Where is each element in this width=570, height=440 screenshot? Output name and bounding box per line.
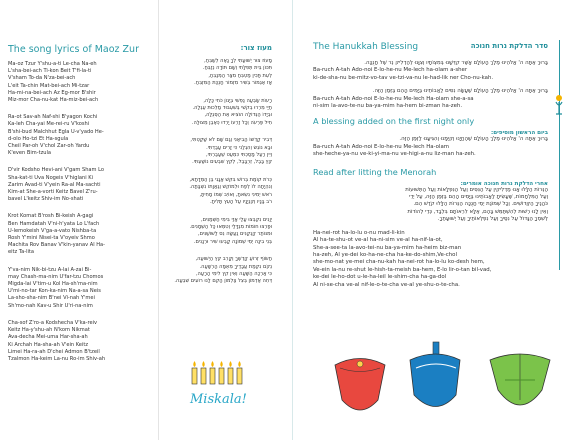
blessing-3-hebrew: בָּרוּךְ אַתָּה ה' אֱלֹהֵינוּ מֶלֶךְ הָעוֹלָם שֶׁהֶחֱיָנוּ וְקִיְּמָנוּ וְהִגִּיעָנוּ לַזְּמַן הַזֶּה. [399,136,548,143]
blessing-3-transliteration: Ba-ruch A-tah Ado-noi E-lo-he-nu Me-lech Ha-olam she-heche-ya-nu ve-ki-yi-ma-nu ve-higi-a-nu liz-man ha-zeh. [313,143,476,158]
lyrics-title: The song lyrics of Maoz Zur [8,44,139,55]
after-lighting-transliteration: Ha-nei-rot ha-lo-lu o-nu mad-li-kin Al ha-te-shu-ot ve-al ha-ni-sim ve-al ha-nif-la-ot, She-a-see-ta la-avo-tei-nu ba-ya-mim ha-heim biz-man ha-zeh, Al ye-dei ko-ha-ne-cha ha-ke-do-shim,Ve-chol she-mo-nat ye-mei cha-nu-kah ha-nei-rot ha-lo-lu ko-desh hem, Ve-ein la-nu re-shut le-hish-ta-meish ba-hem, E-lo lir-o-tan bil-vad, ke-dei le-ho-dot u-le-ha-leil le-shim-cha ha-ga-dol Al ni-se-cha ve-al nif-le-o-te-cha ve-al ye-shu-o-te-cha. [313,229,492,288]
hebrew-verse-1: מָעוֹז צוּר יְשׁוּעָתִי לְךָ נָאֶה לְשַׁבֵּחַ, תִּכּוֹן בֵּית תְּפִלָּתִי וְשָׁם תּוֹדָה נְזַבֵּחַ. לְעֵת תָּכִין מַטְבֵּחַ מִצָּר הַמְנַבֵּחַ, אָז אֶגְמוֹר בְּשִׁיר מִזְמוֹר חֲנֻכַּת הַמִּזְבֵּחַ. [194,58,272,87]
lyrics-verse-6: Cha-sof Z'ro-a Kodshecha V'ka-reiv Keitz Ha-y'shu-ah N'kom Nikmat Ava-decha Mei-uma Har-sha-ah Ki Archah Ha-sha-ah V'ein Keitz Limei Ha-ra-ah D'chei Admon B'tzeil Tzalmon Ha-keim La-nu Ro-im Shiv-ah [8,319,106,362]
candles-illustration [188,358,258,386]
red-dreidel-icon [335,359,385,411]
lyrics-verse-4: Krot Komat B'rosh Bi-keish A-gagi Ben Hamdatah V'ni-h'yata Lo L'fach U-lemokeish V'ga-a-vato Nishba-ta Rosh Y'mini Nisei-ta V'oyeiv Shmo Machita Rov Banav V'kin-yanav Al Ha- eitz Ta-lita [8,213,106,256]
blessing-1-hebrew: בָּרוּךְ אַתָּה ה' אֱלֹהֵינוּ מֶלֶךְ הָעוֹלָם אֲשֶׁר קִדְּשָׁנוּ בְּמִצְוֹתָיו וְצִוָּנוּ לְהַדְלִיק נֵר שֶׁל חֲנֻכָּה. [364,60,548,66]
blue-dreidel-icon [410,342,460,407]
blessing-1-transliteration: Ba-ruch A-tah Ado-noi E-lo-he-nu Me-lech ha-olam a-sher ki-de-sha-nu be-mitz-vo-tav ve-tzi-va-nu le-had-lik ner Cho-nu-kah. [313,67,494,81]
lyrics-transliteration-column [0,0,145,440]
hebrew-lyrics-title: מעוז צור: [240,44,272,52]
blessing-2-transliteration: Ba-ruch A-tah Ado-noi E-lo-he-nu Me-lech Ha-olam she-a-sa ni-sim la-avo-te-nu ba-ya-mim ha-hem bi-zman ha-zeh. [313,95,474,110]
hebrew-verse-5: יְוָנִים נִקְבְּצוּ עָלַי אֲזַי בִּימֵי חַשְׁמַנִּים, וּפָרְצוּ חוֹמוֹת מִגְדָּלַי וְטִמְּאוּ כָּל הַשְּׁמָנִים. וּמִנּוֹתַר קַנְקַנִּים נַעֲשָׂה נֵס לַשּׁוֹשַׁנִּים, בְּנֵי בִינָה יְמֵי שְׁמוֹנָה קָבְעוּ שִׁיר וּרְנָנִים. [189,216,272,245]
hebrew-verse-2: רָעוֹת שָׂבְעָה נַפְשִׁי בְּיָגוֹן כֹּחִי כָּלָה, חַיַּי מֵרְרוּ בְקֹשִׁי בְּשִׁעְבּוּד מַלְכוּת עֶגְלָה. וּבְיָדוֹ הַגְּדוֹלָה הוֹצִיא אֶת הַסְּגֻלָּה, חֵיל פַּרְעֹה וְכָל זַרְעוֹ יָרְדוּ כְּאֶבֶן מְצוּלָה. [191,97,272,126]
after-lighting-hebrew: הַנֵּרוֹת הַלָּלוּ אָנוּ מַדְלִיקִין עַל הַנִּסִּים וְעַל הַנִּפְלָאוֹת וְעַל הַתְּשׁוּעוֹת וְעַל הַמִּלְחָמוֹת, שֶׁעָשִׂיתָ לַאֲבוֹתֵינוּ בַּיָּמִים הָהֵם בַּזְּמַן הַזֶּה, עַל יְדֵי כֹּהֲנֶיךָ הַקְּדוֹשִׁים. וְכָל שְׁמוֹנַת יְמֵי חֲנֻכָּה הַנֵּרוֹת הַלָּלוּ קֹדֶשׁ הֵם. וְאֵין לָנוּ רְשׁוּת לְהִשְׁתַּמֵּשׁ בָּהֶם, אֶלָּא לִרְאוֹתָם בִּלְבָד, כְּדֵי לְהוֹדוֹת לְשִׁמְךָ הַגָּדוֹל עַל נִסֶּיךָ וְעַל נִפְלְאוֹתֶיךָ וְעַל יְשׁוּעָתֶךָ. [405,186,548,223]
after-lighting-heading-he: אחרי הדלקת נרות חנוכה אומרים: [460,180,548,187]
first-night-heading-he: ביום הראשון מוסיפים: [490,130,548,137]
blessing-header [301,10,562,60]
vertical-divider [559,40,560,270]
hebrew-verse-3: דְּבִיר קָדְשׁוֹ הֱבִיאַנִי וְגַם שָׁם לֹא שָׁקַטְתִּי, וּבָא נוֹגֵשׂ וְהִגְלַנִי כִּי זָרִים עָבַדְתִּי. וְיֵין רַעַל מָסַכְתִּי כִּמְעַט שֶׁעָבַרְתִּי, קֵץ בָּבֶל, זְרֻבָּבֶל, לְקֵץ שִׁבְעִים נוֹשַׁעְתִּי. [190,137,272,166]
green-dreidel-icon [490,354,550,405]
first-night-heading-en: A blessing added on the first night only [313,116,475,127]
blessing-2-hebrew: בָּרוּךְ אַתָּה ה' אֱלֹהֵינוּ מֶלֶךְ הָעוֹלָם שֶׁעָשָׂה נִסִּים לַאֲבוֹתֵינוּ בַּיָּמִים הָהֵם בַּזְּמַן הַזֶּה. [372,88,548,95]
hebrew-verse-6: חֲשׂוֹף זְרוֹעַ קָדְשֶׁךָ וְקָרֵב קֵץ הַיְשׁוּעָה, נְקֹם נִקְמַת עֲבָדֶיךָ מֵאֻמָּה הָרְשָׁעָה. כִּי אָרְכָה הַשָּׁעָה וְאֵין קֵץ לִימֵי הָרָעָה, דְּחֵה אַדְמוֹן בְּצֵל צַלְמוֹן הָקֵם לָנוּ רוֹעִים שִׁבְעָה. [174,256,272,285]
lyrics-verse-1: Ma-oz Tzur Y'shu-a-ti Le-cha Na-eh L'sha-bei-ach Ti-kon Beit T'fi-la-ti V'sham To-da N'za-bei-ach L'eit Ta-chin Mat-bei-ach Mi-tzar Ha-mi-na-bei-ach Az Eg-mor B'shir Miz-mor Cha-nu-kat Ha-miz-bei-ach [8,61,99,104]
after-lighting-heading-en: Read after litting the Menorah [313,166,437,177]
lyrics-verse-2: Ra-ot Sav-ah Naf-shi B'yagon Kochi Ka-leh Cha-yai Me-rei-ru V'koshi B'shi-bud Malchhut Egla U-v'yado He- d-olo Ho-tzi Et Ha-sgula Cheil Par-oh V'chol Zar-oh Yardu K'even Bim-tzula [8,114,104,157]
lyrics-verse-3: D'vir Kodsho Hevi-ani V'gam Sham Lo Sha-kat-ti Uva Nogeis V'higlani Ki Zarim Avad-ti V'yein Ra-al Ma-sachti Kim-at She-a-vorti Keitz Bavel Z'ru- bavel L'keitz Shiv-im No-shati [8,167,104,203]
dreidels-illustration [330,340,560,430]
blessing-title-en: The Hanukkah Blessing [313,42,419,52]
lyrics-verse-5: Y'va-nim Nik-bi-tzu A-lai A-zai Bi- may Chash-ma-nim U'far-tzu Chomos Migda-lai V'tim-u Kol Ha-sh'ma-nim U'mi-no-tar Kon-ka-nim Na-a-sa Neis La-sho-sha-nim B'nei Vi-nah Y'mei Sh'mo-nah Kav-u Shir U'ri-na-nim [8,266,104,309]
artist-signature: Miskala! [190,392,247,407]
blessing-title-he: סדר הדלקת נרות חנוכה [470,42,548,50]
hebrew-verse-4: כְּרֹת קוֹמַת בְּרוֹשׁ בִּקֵּשׁ אֲגָגִי בֶּן הַמְּדָתָא, וְנִהְיָתָה לוֹ לְפַח וּלְמוֹקֵשׁ וְגַאֲוָתוֹ נִשְׁבָּתָה. רֹאשׁ יְמִינִי נִשֵּׂאתָ, וְאוֹיֵב שְׁמוֹ מָחִיתָ, רֹב בָּנָיו וְקִנְיָנָיו עַל הָעֵץ תָּלִיתָ. [189,176,272,206]
menorah-ornament-icon [552,92,566,116]
